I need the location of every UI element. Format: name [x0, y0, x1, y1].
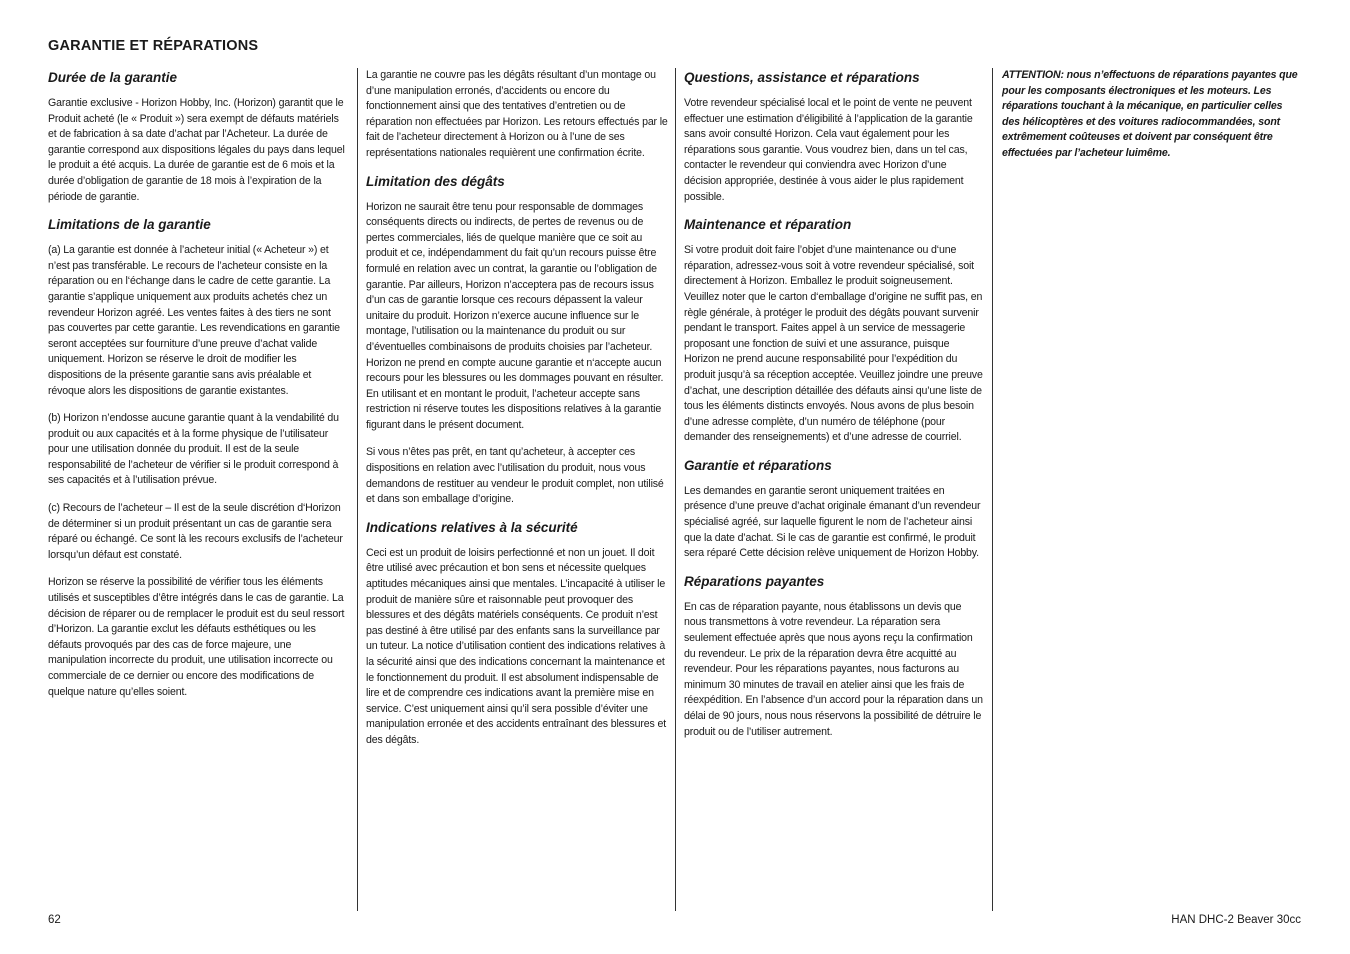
section	[48, 217, 350, 700]
page-number: 62	[48, 914, 61, 926]
section-heading: Garantie et réparations	[684, 457, 832, 473]
body-paragraph: Votre revendeur spécialisé local et le point de vente ne peuvent effectuer une estimation d’éligibilité à l’application de la garantie sans avoir consulté Horizon. Cela vaut également pour les réparations sous garantie. Vous voudrez bien, dans un tel cas, contacter le revendeur qui conviendra avec Horizon d’une décision appropriée, destinée à vous aider le plus rapidement possible.	[684, 97, 973, 203]
body-paragraph: Garantie exclusive - Horizon Hobby, Inc. (Horizon) garantit que le Produit acheté (le « Produit ») sera exempt de défauts matériels et de fabrication à sa date d’achat par l’Acheteur. La durée de garantie correspond aux dispositions légales du pays dans lequel le produit a été acquis. La durée de garantie est de 6 mois et la durée d’obligation de garantie de 18 mois à l’expiration de la période de garantie.	[48, 97, 345, 203]
text-column-1	[48, 68, 350, 712]
body-paragraph: (b) Horizon n’endosse aucune garantie quant à la vendabilité du produit ou aux capacités et à la forme physique de l’utilisateur pour une utilisation donnée du produit. Il est de la seule responsabilité de l’acheteur de vérifier si le produit correspond à ses capacités et à l’utilisation prévue.	[48, 412, 339, 487]
section	[366, 174, 668, 508]
model-name: HAN DHC-2 Beaver 30cc	[1171, 914, 1301, 926]
body-paragraph: Horizon ne saurait être tenu pour responsable de dommages conséquents directs ou indirects, de pertes de revenus ou de pertes commerciales, liés de quelque manière que ce soit au produit et ce, indépendamment du fait qu’un recours puisse être formulé en relation avec un contrat, la garantie ou l’obligation de garantie. Par ailleurs, Horizon n’acceptera pas de recours issus d’un cas de garantie lorsque ces recours dépassent la valeur unitaire du produit. Horizon n’exerce aucune influence sur le montage, l’utilisation ou la maintenance du produit ou sur d’éventuelles combinaisons de produits choisies par l’acheteur. Horizon ne prend en compte aucune garantie et n‘accepte aucun recours pour les blessures ou les dommages pouvant en résulter. En utilisant et en montant le produit, l’acheteur accepte sans restriction ni réserve toutes les dispositions relatives à la garantie figurant dans le présent document.	[366, 200, 664, 431]
body-paragraph: Si votre produit doit faire l’objet d’une maintenance ou d‘une réparation, adressez-vous soit à votre revendeur spécialisé, soit directement à Horizon. Emballez le produit soigneusement. Veuillez noter que le carton d‘emballage d’origine ne suffit pas, en règle générale, à protéger le produit des dégâts pouvant survenir pendant le transport. Faites appel à un service de messagerie proposant une fonction de suivi et une assurance, puisque Horizon ne prend aucune responsabilité pour l’expédition du produit jusqu’à sa réception acceptée. Veuillez joindre une preuve d’achat, une description détaillée des défauts ainsi qu’une liste de tous les éléments distincts envoyés. Nous avons de plus besoin d’une adresse complète, d’un numéro de téléphone (pour demander des renseignements) et d’une adresse de courriel.	[684, 244, 983, 444]
text-column-4	[1002, 68, 1302, 174]
body-paragraph: Ceci est un produit de loisirs perfectionné et non un jouet. Il doit être utilisé avec précaution et bon sens et nécessite quelques aptitudes mécaniques ainsi que mentales. L’incapacité à utiliser le produit de manière sûre et raisonnable peut provoquer des blessures et des dégâts matériels conséquents. Ce produit n’est pas destiné à être utilisé par des enfants sans la surveillance par un tuteur. La notice d’utilisation contient des indications relatives à la sécurité ainsi que des indications concernant la maintenance et le fonctionnement du produit. Il est absolument indispensable de lire et de comprendre ces indications avant la première mise en service. C’est uniquement ainsi qu’il sera possible d’éviter une manipulation erronée et des accidents entraînant des blessures et des dégâts.	[366, 546, 667, 746]
section-heading: Réparations payantes	[684, 573, 825, 589]
section-heading: Questions, assistance et réparations	[684, 70, 920, 85]
section	[684, 70, 986, 205]
section	[684, 574, 986, 740]
section	[366, 520, 668, 749]
section	[684, 217, 986, 446]
section-heading: Durée de la garantie	[48, 70, 178, 85]
body-paragraph: En cas de réparation payante, nous établissons un devis que nous transmettons à votre revendeur. La réparation sera seulement effectuée après que nous ayons reçu la confirmation du revendeur. Le prix de la réparation devra être acquitté au revendeur. Pour les réparations payantes, nous facturons au minimum 30 minutes de travail en atelier ainsi que les frais de réexpédition. En l’absence d’un accord pour la réparation dans un délai de 90 jours, nous nous réservons la possibilité de détruire le produit ou de l’utiliser autrement.	[684, 600, 983, 738]
section	[48, 70, 350, 205]
section-heading: Maintenance et réparation	[684, 217, 852, 233]
body-paragraph: La garantie ne couvre pas les dégâts résultant d’un montage ou d’une manipulation erronés, d’accidents ou encore du fonctionnement ainsi que des tentatives d’entretien ou de réparation non effectuées par Horizon. Les retours effectués par le fait de l’acheteur directement à Horizon ou à l’une de ses représentations nationales requièrent une confirmation écrite.	[366, 69, 668, 159]
body-paragraph: Si vous n’êtes pas prêt, en tant qu’acheteur, à accepter ces dispositions en relation avec l’utilisation du produit, nous vous demandons de restituer au vendeur le produit complet, non utilisé et dans son emballage d’origine.	[366, 446, 664, 506]
body-paragraph: (c) Recours de l’acheteur – Il est de la seule discrétion d‘Horizon de déterminer si un produit présentant un cas de garantie sera réparé ou échangé. Ce sont là les recours exclusifs de l’acheteur lorsqu’un défaut est constaté.	[48, 502, 343, 561]
body-paragraph: Les demandes en garantie seront uniquement traitées en présence d’une preuve d’achat originale émanant d’un revendeur spécialisé agréé, sur laquelle figurent le nom de l’acheteur ainsi que la date d’achat. Si le cas de garantie est confirmé, le produit sera réparé Cette décision relève uniquement de Horizon Hobby.	[684, 484, 981, 560]
text-column-3	[684, 68, 986, 752]
column-divider	[992, 68, 993, 911]
section-heading: Limitation des dégâts	[366, 173, 505, 189]
body-paragraph: (a) La garantie est donnée à l’acheteur initial (« Acheteur ») et n’est pas transférable. Le recours de l’acheteur consiste en la réparation ou en l‘échange dans le cadre de cette garantie. La garantie s’applique uniquement aux produits achetés chez un revendeur Horizon agréé. Les ventes faites à des tiers ne sont pas couvertes par cette garantie. Les revendications en garantie seront acceptées sur fourniture d’une preuve d’achat valide uniquement. Horizon se réserve le droit de modifier les dispositions de la présente garantie sans avis préalable et révoque alors les dispositions de garantie existantes.	[48, 244, 340, 397]
column-divider	[357, 68, 358, 911]
section	[366, 68, 668, 162]
section-heading: Limitations de la garantie	[48, 217, 211, 233]
text-column-2	[366, 68, 668, 761]
section-heading: Indications relatives à la sécurité	[366, 519, 578, 535]
attention-notice: ATTENTION: nous n’effectuons de réparations payantes que pour les composants électroniques et les moteurs. Les réparations touchant à la mécanique, en particulier celles des hélicoptères et des voitures radiocommandées, sont extrêmement coûteuses et doivent par conséquent être effectuées par l’acheteur luimême.	[1002, 69, 1298, 159]
section	[684, 458, 986, 562]
body-paragraph: Horizon se réserve la possibilité de vérifier tous les éléments utilisés et susceptibles d’être intégrés dans le cas de garantie. La décision de réparer ou de remplacer le produit est du seul ressort d’Horizon. La garantie exclut les défauts esthétiques ou les défauts provoqués par des cas de force majeure, une manipulation incorrecte du produit, une utilisation incorrecte ou commerciale de ce dernier ou encore des modifications de quelque nature qu’elles soient.	[48, 576, 345, 698]
column-divider	[675, 68, 676, 911]
page-title: GARANTIE ET RÉPARATIONS	[48, 38, 259, 54]
